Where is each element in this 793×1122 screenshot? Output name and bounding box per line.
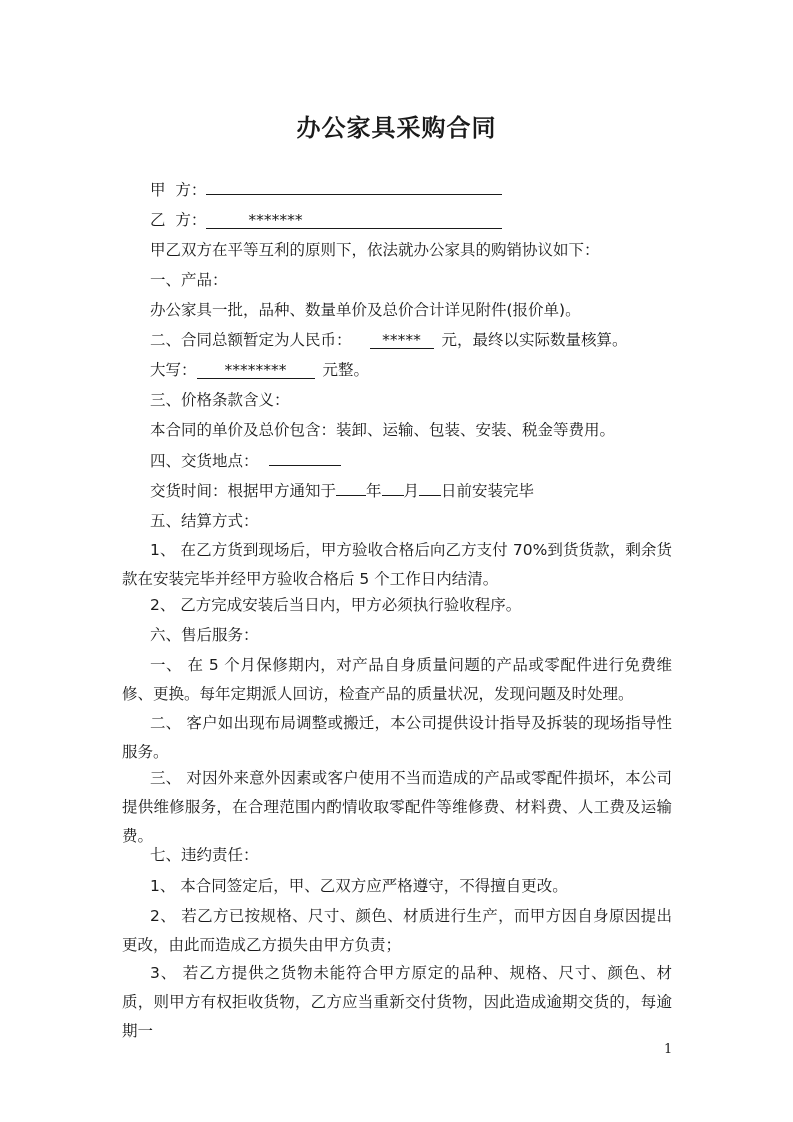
section-4-year-blank xyxy=(336,495,366,496)
section-4-time-prefix: 交货时间：根据甲方通知于 xyxy=(150,482,337,500)
section-7-item-2: 2、 若乙方已按规格、尺寸、颜色、材质进行生产，而甲方因自身原因提出更改，由此而造成乙方损失由甲方负责； xyxy=(122,907,672,954)
section-6-heading: 六、售后服务： xyxy=(150,626,259,644)
section-6-item-1: 一、 在 5 个月保修期内，对产品自身质量问题的产品或零配件进行免费维修、更换。每年定期派人回访，检查产品的质量状况，发现问题及时处理。 xyxy=(122,656,672,703)
section-2-amount-line xyxy=(150,330,628,350)
party-a-label: 甲 方： xyxy=(150,181,207,199)
section-2-suffix: 元，最终以实际数量核算。 xyxy=(441,331,628,349)
section-7-heading: 七、违约责任： xyxy=(150,846,259,864)
section-2-daxie-suffix: 元整。 xyxy=(322,361,370,379)
section-4-month-blank xyxy=(382,495,404,496)
section-2-amount: ***** xyxy=(370,332,434,349)
section-6-item-3: 三、 对因外来意外因素或客户使用不当而造成的产品或零配件损坏，本公司提供维修服务，在合理范围内酌情收取零配件等维修费、材料费、人工费及运输费。 xyxy=(122,769,672,845)
section-4-location-blank xyxy=(269,465,341,466)
section-4-location-line xyxy=(150,451,341,471)
section-4-heading: 四、交货地点： xyxy=(150,452,259,470)
section-2-daxie-label: 大写： xyxy=(150,361,197,379)
section-1-heading: 一、产品： xyxy=(150,271,228,289)
section-5-item-1: 1、 在乙方货到现场后，甲方验收合格后向乙方支付 70%到货货款，剩余货款在安装完毕并经甲方验收合格后 5 个工作日内结清。 xyxy=(122,541,672,588)
section-1-text: 办公家具一批，品种、数量单价及总价合计详见附件(报价单)。 xyxy=(150,301,581,319)
section-4-month-label: 月 xyxy=(403,482,420,500)
page-number: 1 xyxy=(664,1042,673,1057)
section-5-heading: 五、结算方式： xyxy=(150,512,259,530)
intro-text: 甲乙双方在平等互利的原则下，依法就办公家具的购销协议如下： xyxy=(150,241,600,259)
section-6-item-2: 二、 客户如出现布局调整或搬迁，本公司提供设计指导及拆装的现场指导性服务。 xyxy=(122,714,672,761)
section-7-item-3: 3、 若乙方提供之货物未能符合甲方原定的品种、规格、尺寸、颜色、材质，则甲方有权拒收货物，乙方应当重新交付货物，因此造成逾期交货的，每逾期一 xyxy=(122,964,672,1040)
party-b-blank xyxy=(206,212,502,229)
document-title: 办公家具采购合同 xyxy=(296,114,497,142)
section-4-day-suffix: 日前安装完毕 xyxy=(441,482,535,500)
section-2-prefix: 二、合同总额暂定为人民币： xyxy=(150,331,352,349)
party-a-blank xyxy=(206,194,502,195)
party-a-line xyxy=(150,180,502,200)
section-4-time-line xyxy=(150,481,534,501)
section-4-year-label: 年 xyxy=(366,482,382,500)
section-3-heading: 三、价格条款含义： xyxy=(150,391,290,409)
party-b-label: 乙 方： xyxy=(150,211,207,229)
party-b-line xyxy=(150,210,502,230)
party-b-value: ******* xyxy=(248,211,303,229)
section-2-daxie-amount: ******** xyxy=(197,362,315,379)
section-5-item-2: 2、 乙方完成安装后当日内，甲方必须执行验收程序。 xyxy=(150,596,522,614)
section-3-text: 本合同的单价及总价包含：装卸、运输、包装、安装、税金等费用。 xyxy=(150,421,616,439)
section-2-daxie-line xyxy=(150,360,369,380)
section-7-item-1: 1、 本合同签定后，甲、乙双方应严格遵守，不得擅自更改。 xyxy=(150,877,568,895)
section-4-day-blank xyxy=(419,495,441,496)
